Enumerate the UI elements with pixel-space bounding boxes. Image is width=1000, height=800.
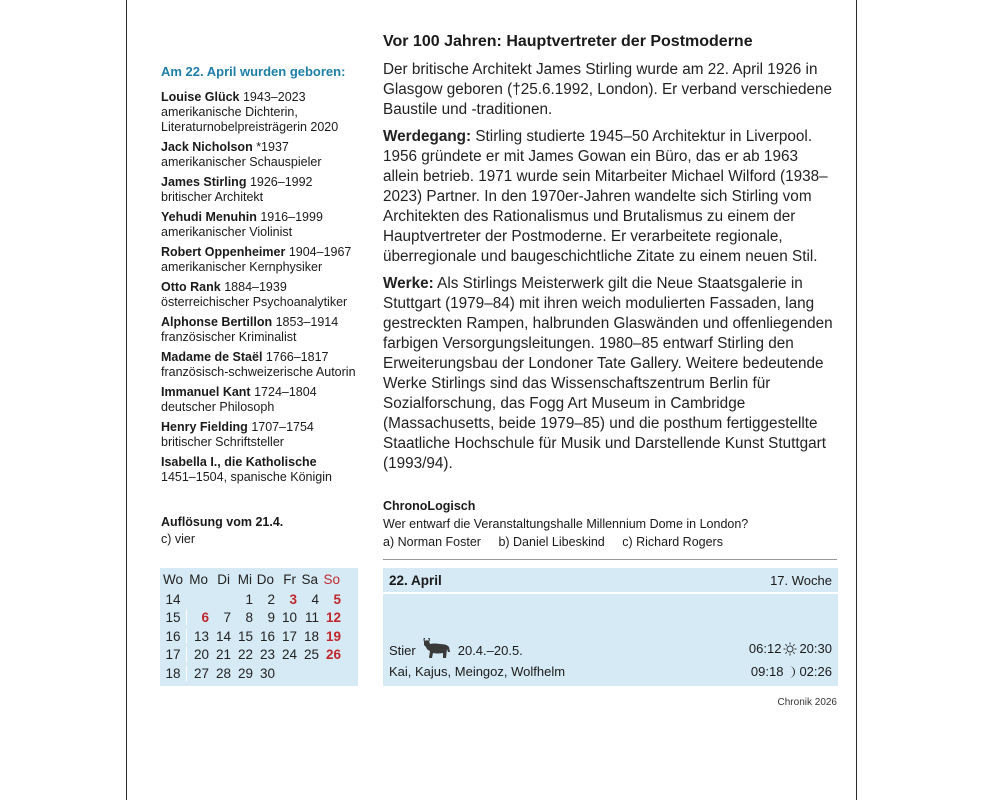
person-description: amerikanische Dichterin, Literaturnobelpreisträgerin 2020: [161, 105, 339, 134]
calendar-day: 6: [186, 610, 209, 625]
week-number: 17. Woche: [770, 573, 832, 588]
person-name: Alphonse Bertillon: [161, 315, 273, 329]
births-title: Am 22. April wurden geboren:: [161, 64, 346, 79]
week-number-cell: 18: [165, 665, 181, 681]
birth-entry: [161, 315, 371, 345]
person-description: österreichischer Psychoanalytiker: [161, 295, 348, 309]
calendar-day: 30: [259, 665, 275, 681]
birth-entry: [161, 350, 371, 380]
birth-entry: [161, 210, 371, 240]
calendar-day: 13: [186, 629, 209, 644]
calendar-day: 18: [303, 628, 319, 644]
person-years: 1884–1939: [224, 280, 287, 294]
article-career: [383, 127, 833, 267]
calendar-day: 7: [223, 610, 231, 626]
article-intro: Der britische Architekt James Stirling wurde am 22. April 1926 in Glasgow geboren (†25.6.1992, London). Er verband verschiedene Baustile und -traditionen.: [383, 61, 833, 118]
month-calendar: [160, 568, 358, 686]
calendar-header-cell: Fr: [283, 571, 296, 587]
calendar-week-row: [160, 627, 358, 646]
birth-entry: [161, 245, 371, 275]
birth-entry: [161, 385, 371, 415]
chrono-quiz: [383, 497, 833, 551]
person-description: 1451–1504, spanische Königin: [161, 470, 332, 484]
calendar-header-cell: Sa: [301, 571, 318, 587]
zodiac-info: [389, 638, 523, 663]
calendar-day: 9: [267, 610, 275, 626]
person-name: Otto Rank: [161, 280, 221, 294]
works-text: Als Stirlings Meisterwerk gilt die Neue Staatsgalerie in Stuttgart (1979–84) mit ihren weich modulierten Fassaden, lang gestreckten Rampen, halbrunden Glaswänden und offenliegenden farbigen Versorgungsleitungen. 1980–85 entwarf Stirling den Erweiterungsbau der Londoner Tate Gallery. Weitere bedeutende Werke Stirlings sind das Wissenschaftszentrum Berlin für Sozialforschung, das Fogg Art Museum in Cambridge (Massachusetts, beide 1979–85) und die posthum fertiggestellte Staatliche Hochschule für Musik und Darstellende Kunst Stuttgart (1993/94).: [383, 275, 833, 472]
calendar-day: 16: [259, 628, 275, 644]
moon-icon: [785, 665, 797, 679]
person-years: 1916–1999: [260, 210, 323, 224]
week-number-cell: 15: [165, 610, 181, 626]
chrono-answer-a: a) Norman Foster: [383, 535, 481, 549]
person-name: Jack Nicholson: [161, 140, 253, 154]
day-header: [383, 568, 838, 594]
day-date: 22. April: [389, 573, 442, 588]
calendar-day: 8: [245, 610, 253, 626]
sun-icon: [783, 642, 797, 656]
birth-entry: [161, 420, 371, 450]
person-name: Immanuel Kant: [161, 385, 251, 399]
sunset-time: 20:30: [799, 641, 832, 656]
person-years: 1943–2023: [242, 90, 306, 104]
calendar-day: 26: [325, 647, 341, 663]
person-years: 1724–1804: [254, 385, 317, 399]
zodiac-sign: Stier: [389, 643, 416, 658]
name-days: Kai, Kajus, Meingoz, Wolfhelm: [389, 664, 566, 679]
solution-section: [161, 515, 361, 546]
chrono-answer-b: b) Daniel Libeskind: [498, 535, 605, 549]
career-text: Stirling studierte 1945–50 Architektur in Liverpool. 1956 gründete er mit James Gowan ein Büro, das er ab 1963 allein betrieb. 1971 wurde sein Mitarbeiter Michael Wilford (1938–2023) Partner. In den 1970er-Jahren wandelte sich Stirling vom Architekten des Rationalismus und Brutalismus zu einem der Hauptvertreter der Postmoderne. Er verarbeitete regionale, überregionale und baugeschichtliche Zitate zu einem neuen Stil.: [383, 128, 828, 265]
calendar-day: 23: [259, 647, 275, 663]
calendar-day: 27: [186, 666, 209, 681]
sun-times: [749, 641, 832, 656]
article-works: [383, 274, 833, 474]
calendar-day: 20: [186, 647, 209, 662]
calendar-day: 15: [237, 628, 253, 644]
person-name: James Stirling: [161, 175, 247, 189]
moon-times: [751, 664, 832, 679]
section-divider: [383, 559, 837, 560]
week-number-cell: 17: [165, 647, 181, 663]
calendar-day: 28: [215, 665, 231, 681]
works-label: Werke:: [383, 275, 434, 292]
calendar-day: 17: [281, 628, 297, 644]
calendar-day: 29: [237, 665, 253, 681]
bull-icon: [422, 638, 452, 663]
calendar-day: 21: [215, 647, 231, 663]
career-label: Werdegang:: [383, 128, 472, 145]
article-headline: Vor 100 Jahren: Hauptvertreter der Postmoderne: [383, 33, 753, 50]
person-years: 1853–1914: [275, 315, 339, 329]
week-number-cell: 16: [165, 628, 181, 644]
calendar-day: 24: [281, 647, 297, 663]
births-section: [161, 64, 371, 490]
solution-title: Auflösung vom 21.4.: [161, 515, 284, 529]
person-description: britischer Schriftsteller: [161, 435, 284, 449]
calendar-day: 10: [281, 610, 297, 626]
calendar-day: 19: [325, 628, 341, 644]
calendar-header-cell: So: [323, 571, 340, 587]
calendar-header: [160, 568, 358, 590]
calendar-day: 11: [304, 610, 319, 626]
moonrise-time: 09:18: [750, 664, 784, 679]
solution-answer: c) vier: [161, 532, 196, 546]
person-years: *1937: [256, 140, 289, 154]
calendar-header-cell: Di: [217, 571, 230, 587]
chrono-question: Wer entwarf die Veranstaltungshalle Millennium Dome in London?: [383, 517, 749, 531]
person-years: 1926–1992: [249, 175, 313, 189]
day-info-box: [383, 568, 838, 686]
calendar-day: 22: [237, 647, 253, 663]
calendar-week-row: [160, 664, 358, 683]
person-description: amerikanischer Kernphysiker: [161, 260, 323, 274]
person-name: Henry Fielding: [161, 420, 248, 434]
calendar-day: 4: [311, 591, 319, 607]
week-number-cell: 14: [165, 591, 181, 607]
person-name: Yehudi Menuhin: [161, 210, 257, 224]
calendar-header-cell: Mo: [189, 571, 208, 587]
person-name: Robert Oppenheimer: [161, 245, 286, 259]
births-list: [161, 90, 371, 485]
article: [383, 33, 833, 481]
birth-entry: [161, 140, 371, 170]
person-name: Madame de Staël: [161, 350, 263, 364]
person-description: französischer Kriminalist: [161, 330, 297, 344]
person-years: 1766–1817: [265, 350, 329, 364]
person-description: britischer Architekt: [161, 190, 264, 204]
calendar-day: 14: [215, 628, 231, 644]
calendar-body: [160, 590, 358, 683]
calendar-day: 3: [289, 591, 297, 607]
birth-entry: [161, 455, 371, 485]
birth-entry: [161, 175, 371, 205]
calendar-day: 2: [267, 591, 275, 607]
footer-label: Chronik 2026: [777, 697, 837, 708]
calendar-week-row: [160, 646, 358, 665]
person-description: französisch-schweizerische Autorin: [161, 365, 356, 379]
birth-entry: [161, 280, 371, 310]
birth-entry: [161, 90, 371, 135]
chrono-answers: [383, 533, 833, 551]
calendar-week-row: [160, 590, 358, 609]
sunrise-time: 06:12: [748, 641, 782, 656]
person-description: deutscher Philosoph: [161, 400, 275, 414]
zodiac-range: 20.4.–20.5.: [457, 643, 523, 658]
calendar-week-row: [160, 609, 358, 628]
person-years: 1904–1967: [288, 245, 352, 259]
moonset-time: 02:26: [799, 664, 832, 679]
calendar-day: 12: [325, 610, 341, 626]
person-name: Louise Glück: [161, 90, 240, 104]
person-description: amerikanischer Violinist: [161, 225, 293, 239]
calendar-header-cell: Wo: [162, 571, 183, 587]
calendar-day: 25: [303, 647, 319, 663]
calendar-day: 5: [333, 591, 341, 607]
calendar-day: 1: [245, 591, 253, 607]
chrono-answer-c: c) Richard Rogers: [622, 535, 723, 549]
person-years: 1707–1754: [251, 420, 314, 434]
person-name: Isabella I., die Katholische: [161, 455, 317, 469]
calendar-header-cell: Mi: [237, 571, 252, 587]
calendar-header-cell: Do: [256, 571, 274, 587]
person-description: amerikanischer Schauspieler: [161, 155, 322, 169]
chrono-title: ChronoLogisch: [383, 499, 476, 513]
